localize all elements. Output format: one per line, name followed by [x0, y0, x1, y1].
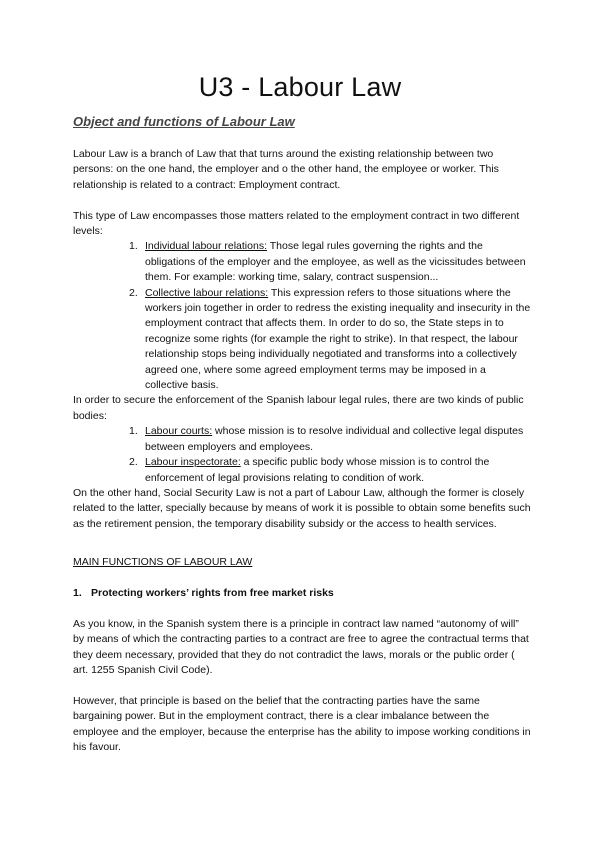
list-text: a specific public body whose mission is to control the enforcement of legal provisions relating to condition of work.: [145, 456, 490, 484]
list-number: 2.: [129, 286, 138, 299]
list-term: Individual labour relations:: [145, 240, 267, 253]
list-item: [73, 286, 531, 394]
imbalance-paragraph: However, that principle is based on the belief that the contracting parties have the same bargaining power. But in the employment contract, there is a clear imbalance between the employee and the employer, because the enterprise has the ability to impose working conditions in his favour.: [73, 695, 531, 754]
list-text: Those legal rules governing the rights and the obligations of the employer and the employee, as well as the vicissitudes between them. For example: working time, salary, contract suspension...: [145, 240, 526, 284]
function-title: Protecting workers’ rights from free market risks: [91, 587, 334, 599]
list-number: 1.: [129, 425, 138, 438]
function-number: 1.: [73, 587, 82, 599]
intro-paragraph: Labour Law is a branch of Law that that turns around the existing relationship between two persons: on the one hand, the employer and o the other hand, the employee or worker. This relationship is related to a contract: Employment contract.: [73, 148, 499, 191]
list-number: 2.: [129, 456, 138, 469]
levels-list: [73, 239, 531, 393]
autonomy-paragraph: As you know, in the Spanish system there is a principle in contract law named “autonomy of will” by means of which the contracting parties to a contract are free to agree the contractual terms that they deem necessary, provided that they do not contradict the laws, morals or the public order ( art. 1255 Spanish Civil Code).: [73, 618, 529, 677]
function-1-body: [73, 617, 531, 756]
list-item: [73, 424, 531, 455]
section-subtitle: Object and functions of Labour Law: [73, 114, 295, 129]
list-term: Labour inspectorate:: [145, 456, 241, 469]
function-heading-item: [73, 586, 531, 601]
list-term: Collective labour relations:: [145, 286, 269, 299]
document-body: [73, 147, 531, 532]
main-functions-heading: MAIN FUNCTIONS OF LABOUR LAW: [73, 556, 253, 568]
list-item: [73, 455, 531, 486]
social-security-paragraph: On the other hand, Social Security Law is not a part of Labour Law, although the former is closely related to the latter, specially because by means of work it is possible to obtain some benefits such as the retirement pension, the temporary disability subsidy or the access to health services.: [73, 486, 531, 530]
function-1-heading: [73, 586, 531, 601]
main-functions-section: [73, 555, 531, 570]
bodies-list: [73, 424, 531, 486]
list-item: [73, 239, 531, 285]
levels-intro: This type of Law encompasses those matters related to the employment contract in two different levels:: [73, 209, 520, 238]
bodies-intro: In order to secure the enforcement of the Spanish labour legal rules, there are two kinds of public bodies:: [73, 394, 524, 422]
list-text: This expression refers to those situations where the workers join together in order to redress the existing inequality and insecurity in the employment contract that affects them. In order to do so, the State steps in to recognize some rights (for example the right to strike). In that respect, the labour relationship stops being individually negotiated and transforms into a collectively agreed one, where some agreed employment terms may be imposed in a collective basis.: [145, 286, 531, 392]
list-term: Labour courts:: [145, 425, 213, 438]
page-title: U3 - Labour Law: [198, 72, 402, 102]
list-number: 1.: [129, 240, 138, 253]
list-text: whose mission is to resolve individual and collective legal disputes between employers and employees.: [145, 425, 524, 453]
